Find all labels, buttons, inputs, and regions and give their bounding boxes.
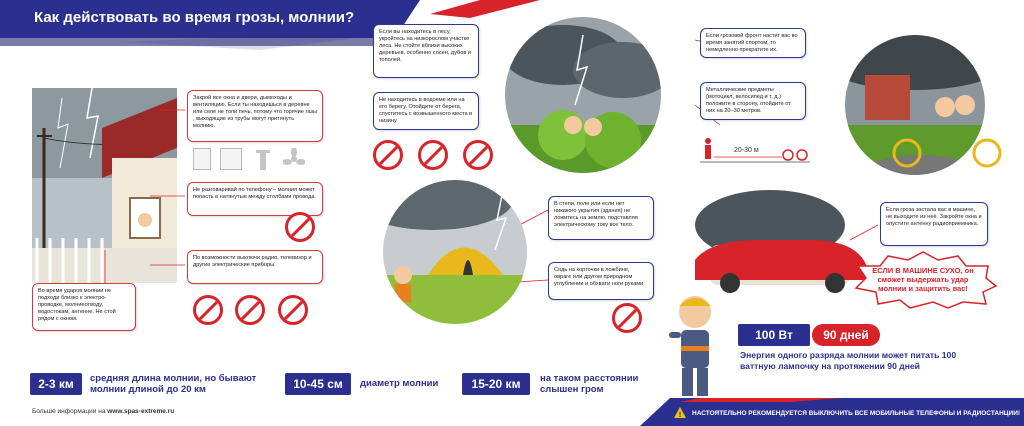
boy-character (665, 292, 725, 402)
no-oak-icon (418, 140, 448, 170)
stat-length-badge: 2-3 км (30, 373, 82, 395)
tip-close-windows: Закрой все окна и двери, дымоходы и вентиляцию. Если ты находишься в деревне или селе не топи печь, потому что горячие газы , выходящие из трубы могут притянуть молнию. (187, 90, 323, 142)
forest-illustration (503, 15, 663, 175)
stat-thunder-badge: 15-20 км (462, 373, 530, 395)
more-info-prefix: Больше информации на (32, 408, 106, 415)
car-callout-text: ЕСЛИ В МАШИНЕ СУХО, он сможет выдержать удар молнии и защитить вас! (872, 266, 974, 293)
bike-illustration (815, 35, 1005, 175)
no-tall-tree-icon (373, 140, 403, 170)
tip-no-phone: Не разговаривай по телефону – молния может попасть в натянутые между столбами провода. (187, 182, 323, 216)
stat-thunder-text: на таком расстоянии слышен гром (540, 373, 639, 395)
stat-length-text: средняя длина молнии, но бывают молнии длиной до 20 км (90, 373, 257, 395)
chimney-icon (254, 148, 272, 170)
stat-diameter-text: диаметр молнии (360, 378, 439, 389)
no-radio-icon (235, 295, 265, 325)
tip-metal-objects: Металлические предметы (мотоцикл, велосипед и т. д.) положите в сторону, отойдите от них на 20–30 метров. (700, 82, 806, 120)
fan-icon (283, 148, 301, 170)
site-link[interactable]: www.spas-extreme.ru (107, 408, 175, 415)
stat-diameter-badge: 10-45 см (285, 373, 351, 395)
energy-watts-badge: 100 Вт (738, 324, 810, 346)
tip-crouch: Сядь на корточки в ложбине, овраге или другом природном углублении и обхвати ноги руками. (548, 262, 654, 300)
car-illustration (690, 185, 870, 300)
more-info-line (32, 408, 174, 415)
footer-warning-text: НАСТОЯТЕЛЬНО РЕКОМЕНДУЕТСЯ ВЫКЛЮЧИТЬ ВСЕ МОБИЛЬНЫЕ ТЕЛЕФОНЫ И РАДИОСТАНЦИИ! (692, 410, 1021, 417)
tip-steppe: В степи, поле или если нет никакого укрытия (здания) не ложитесь на землю, подставляя электрическому току все тело. (548, 196, 654, 240)
no-tv-icon (193, 295, 223, 325)
svg-text:!: ! (678, 412, 682, 419)
energy-days-badge: 90 дней (812, 324, 880, 346)
no-lying-down-icon (612, 303, 642, 333)
energy-caption: Энергия одного разряда молнии может питать 100 ваттную лампочку на протяжении 90 дней (740, 350, 957, 371)
tip-stop-sport: Если грозовой фронт настиг вас во время занятий спортом, то немедленно прекратите их. (700, 28, 806, 58)
no-phone-icon (285, 212, 315, 242)
tent-illustration (373, 180, 538, 325)
no-poplar-icon (463, 140, 493, 170)
tip-indoor-wiring: Во время ударов молнии не подходи близко к электро-проводке, молниеотводу, водостокам, антенне. Не стой рядом с окном. (32, 283, 136, 331)
window-icon (220, 148, 242, 170)
no-appliance-icon (278, 295, 308, 325)
door-icon (193, 148, 211, 170)
distance-label: 20-30 м (734, 147, 759, 154)
page-title: Как действовать во время грозы, молнии? (34, 9, 355, 26)
tip-turn-off-appliances: По возможности выключи радио, телевизор и другие электрические приборы. (187, 250, 323, 284)
tip-forest: Если вы находитесь в лесу, укройтесь на низкорослом участке леса. Не стойте вблизи высоких деревьев, особенно сосен, дубов и тополей. (373, 24, 479, 78)
tip-car: Если гроза застала вас в машине, не выходите из неё. Закройте окна и опустите антенну радиоприемника. (880, 202, 988, 246)
tip-water: Не находитесь в водоеме или на его берегу. Отойдите от берега, спуститесь с возвышенного места в низину. (373, 92, 479, 130)
